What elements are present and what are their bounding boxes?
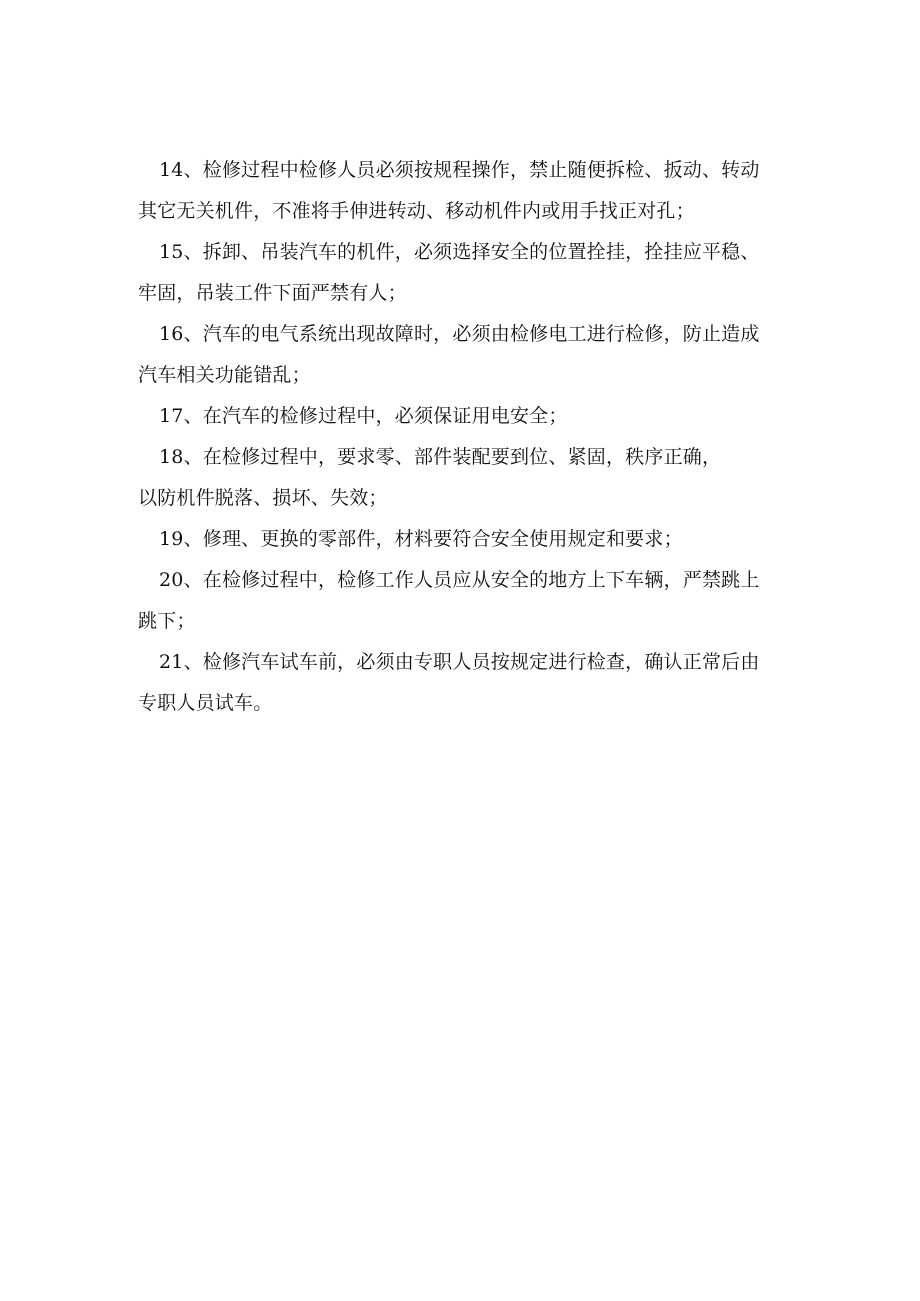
paragraph-item-17: 17、在汽车的检修过程中，必须保证用电安全；	[159, 405, 568, 427]
paragraph-item-14: 14、检修过程中检修人员必须按规程操作，禁止随便拆检、扳动、转动 其它无关机件，不准将手伸进转动、移动机件内或用手找正对孔；	[138, 159, 760, 222]
document-body	[138, 150, 798, 724]
paragraph-item-19: 19、修理、更换的零部件，材料要符合安全使用规定和要求；	[159, 528, 683, 550]
paragraph-item-18: 18、在检修过程中，要求零、部件装配要到位、紧固，秩序正确， 以防机件脱落、损坏、失效；	[138, 446, 722, 509]
paragraph-item-15: 15、拆卸、吊装汽车的机件，必须选择安全的位置拴挂，拴挂应平稳、 牢固，吊装工件下面严禁有人；	[138, 241, 760, 304]
paragraph-item-21: 21、检修汽车试车前，必须由专职人员按规定进行检查，确认正常后由 专职人员试车。	[138, 651, 760, 714]
paragraph-item-16: 16、汽车的电气系统出现故障时，必须由检修电工进行检修，防止造成 汽车相关功能错乱；	[138, 323, 760, 386]
paragraph-item-20: 20、在检修过程中，检修工作人员应从安全的地方上下车辆，严禁跳上 跳下；	[138, 569, 760, 632]
